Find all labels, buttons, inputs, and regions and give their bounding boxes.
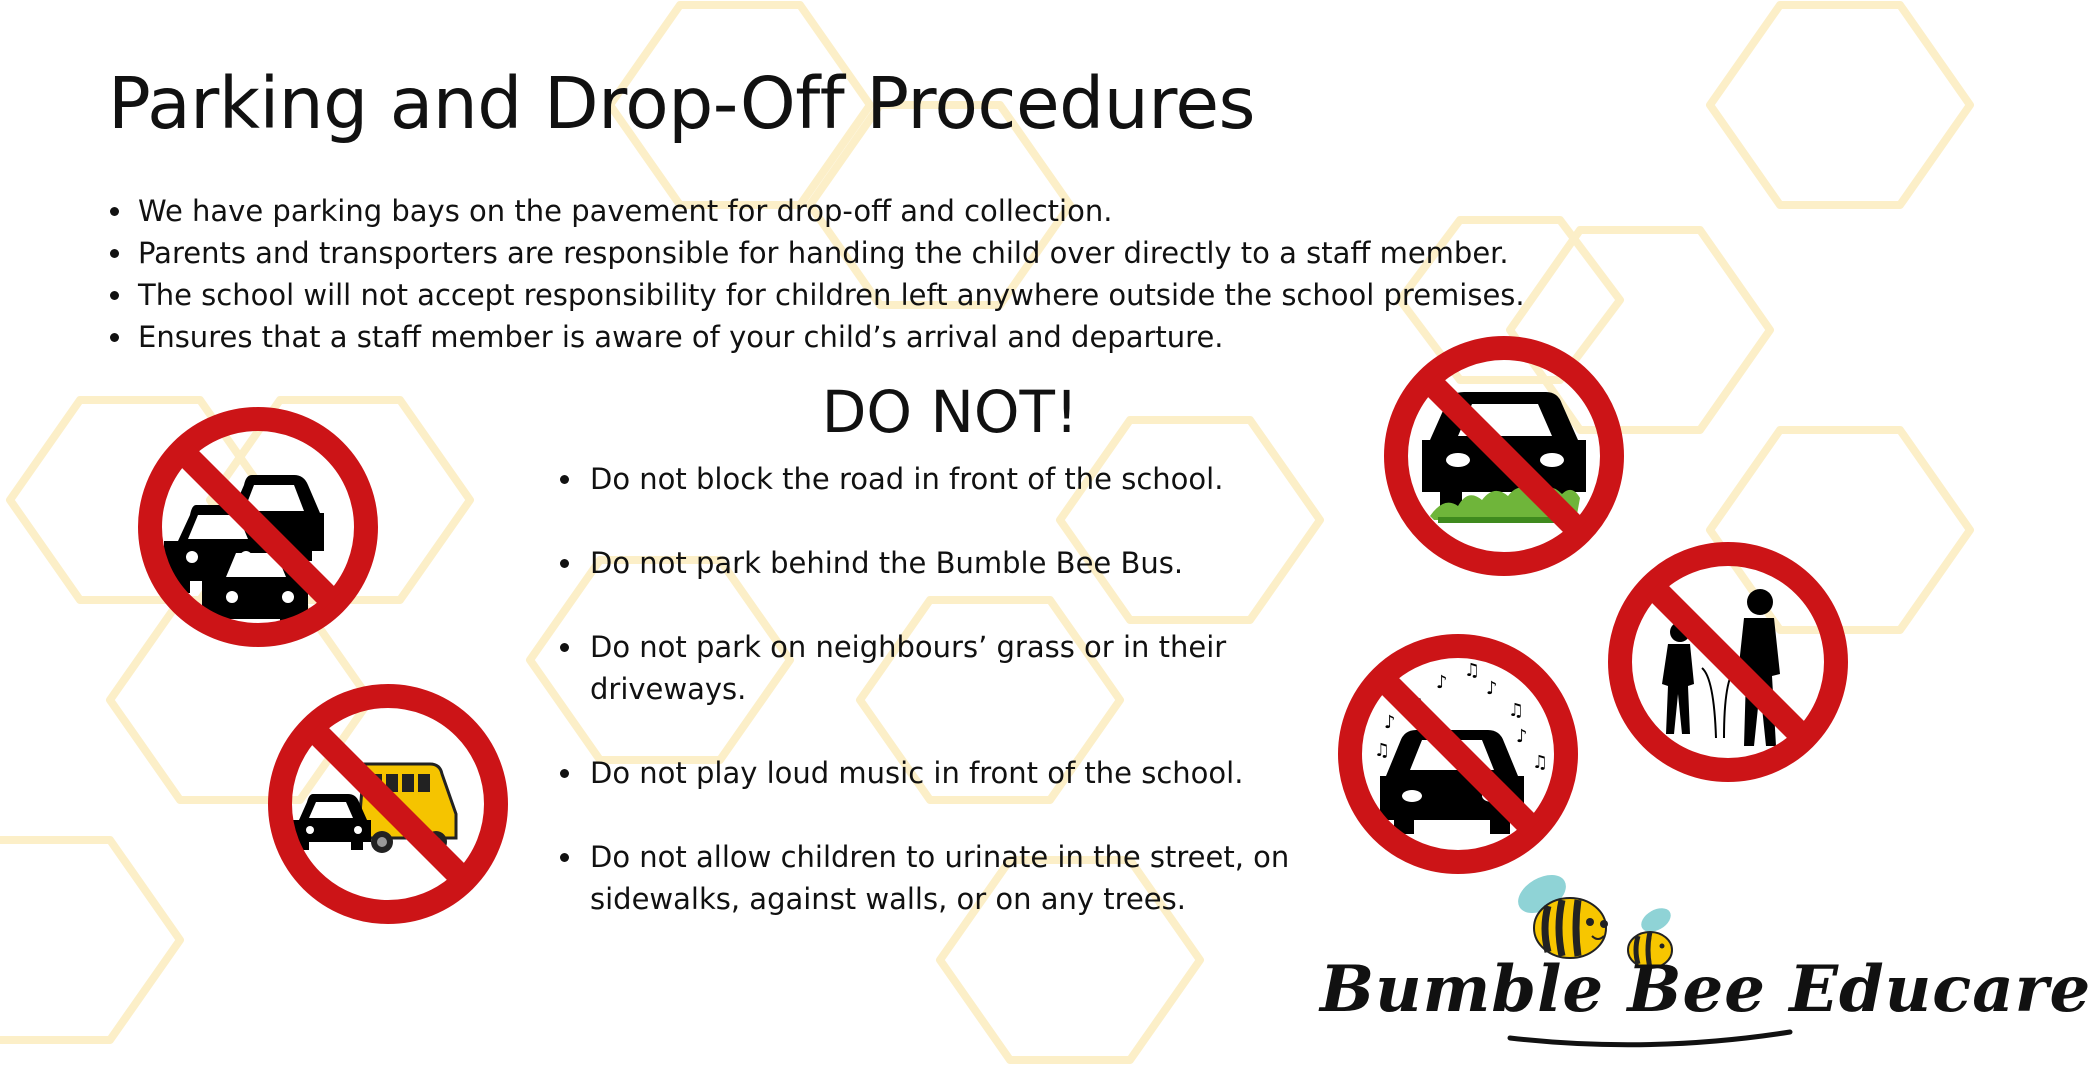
info-bullet: We have parking bays on the pavement for drop-off and collection. <box>108 190 1525 232</box>
info-bullet: Ensures that a staff member is aware of your child’s arrival and departure. <box>108 316 1525 358</box>
svg-text:♪: ♪ <box>1486 678 1498 699</box>
info-bullet: Parents and transporters are responsible for handing the child over directly to a staff member. <box>108 232 1525 274</box>
svg-text:♪: ♪ <box>1516 726 1528 747</box>
svg-text:♫: ♫ <box>1374 740 1391 761</box>
info-bullet: The school will not accept responsibility for children left anywhere outside the school premises. <box>108 274 1525 316</box>
bumble-bee-educare-logo <box>1320 870 2091 1060</box>
logo-swash <box>1500 1020 1800 1050</box>
svg-text:♫: ♫ <box>1508 700 1525 721</box>
do-not-rule: Do not park on neighbours’ grass or in their driveways. <box>558 626 1318 710</box>
svg-text:♪: ♪ <box>1384 712 1396 733</box>
no-loud-music-sign <box>1336 632 1580 876</box>
do-not-rule: Do not allow children to urinate in the street, on sidewalks, against walls, or on any trees. <box>558 836 1318 920</box>
no-parking-behind-bus-sign <box>266 682 510 926</box>
no-parking-on-grass-sign <box>1382 334 1626 578</box>
svg-text:♪: ♪ <box>1436 672 1448 693</box>
svg-text:♫: ♫ <box>1464 660 1481 681</box>
do-not-rule: Do not block the road in front of the school. <box>558 458 1318 500</box>
no-urinating-sign <box>1606 540 1850 784</box>
no-double-parking-sign <box>136 405 380 649</box>
svg-text:♫: ♫ <box>1532 752 1549 773</box>
page-title: Parking and Drop-Off Procedures <box>108 62 1256 145</box>
logo-wordmark: Bumble Bee Educare <box>1320 952 2091 1027</box>
do-not-heading: DO NOT! <box>821 378 1079 446</box>
do-not-rule-list <box>558 458 1318 962</box>
info-bullet-list <box>108 190 1525 358</box>
do-not-rule: Do not park behind the Bumble Bee Bus. <box>558 542 1318 584</box>
do-not-rule: Do not play loud music in front of the school. <box>558 752 1318 794</box>
